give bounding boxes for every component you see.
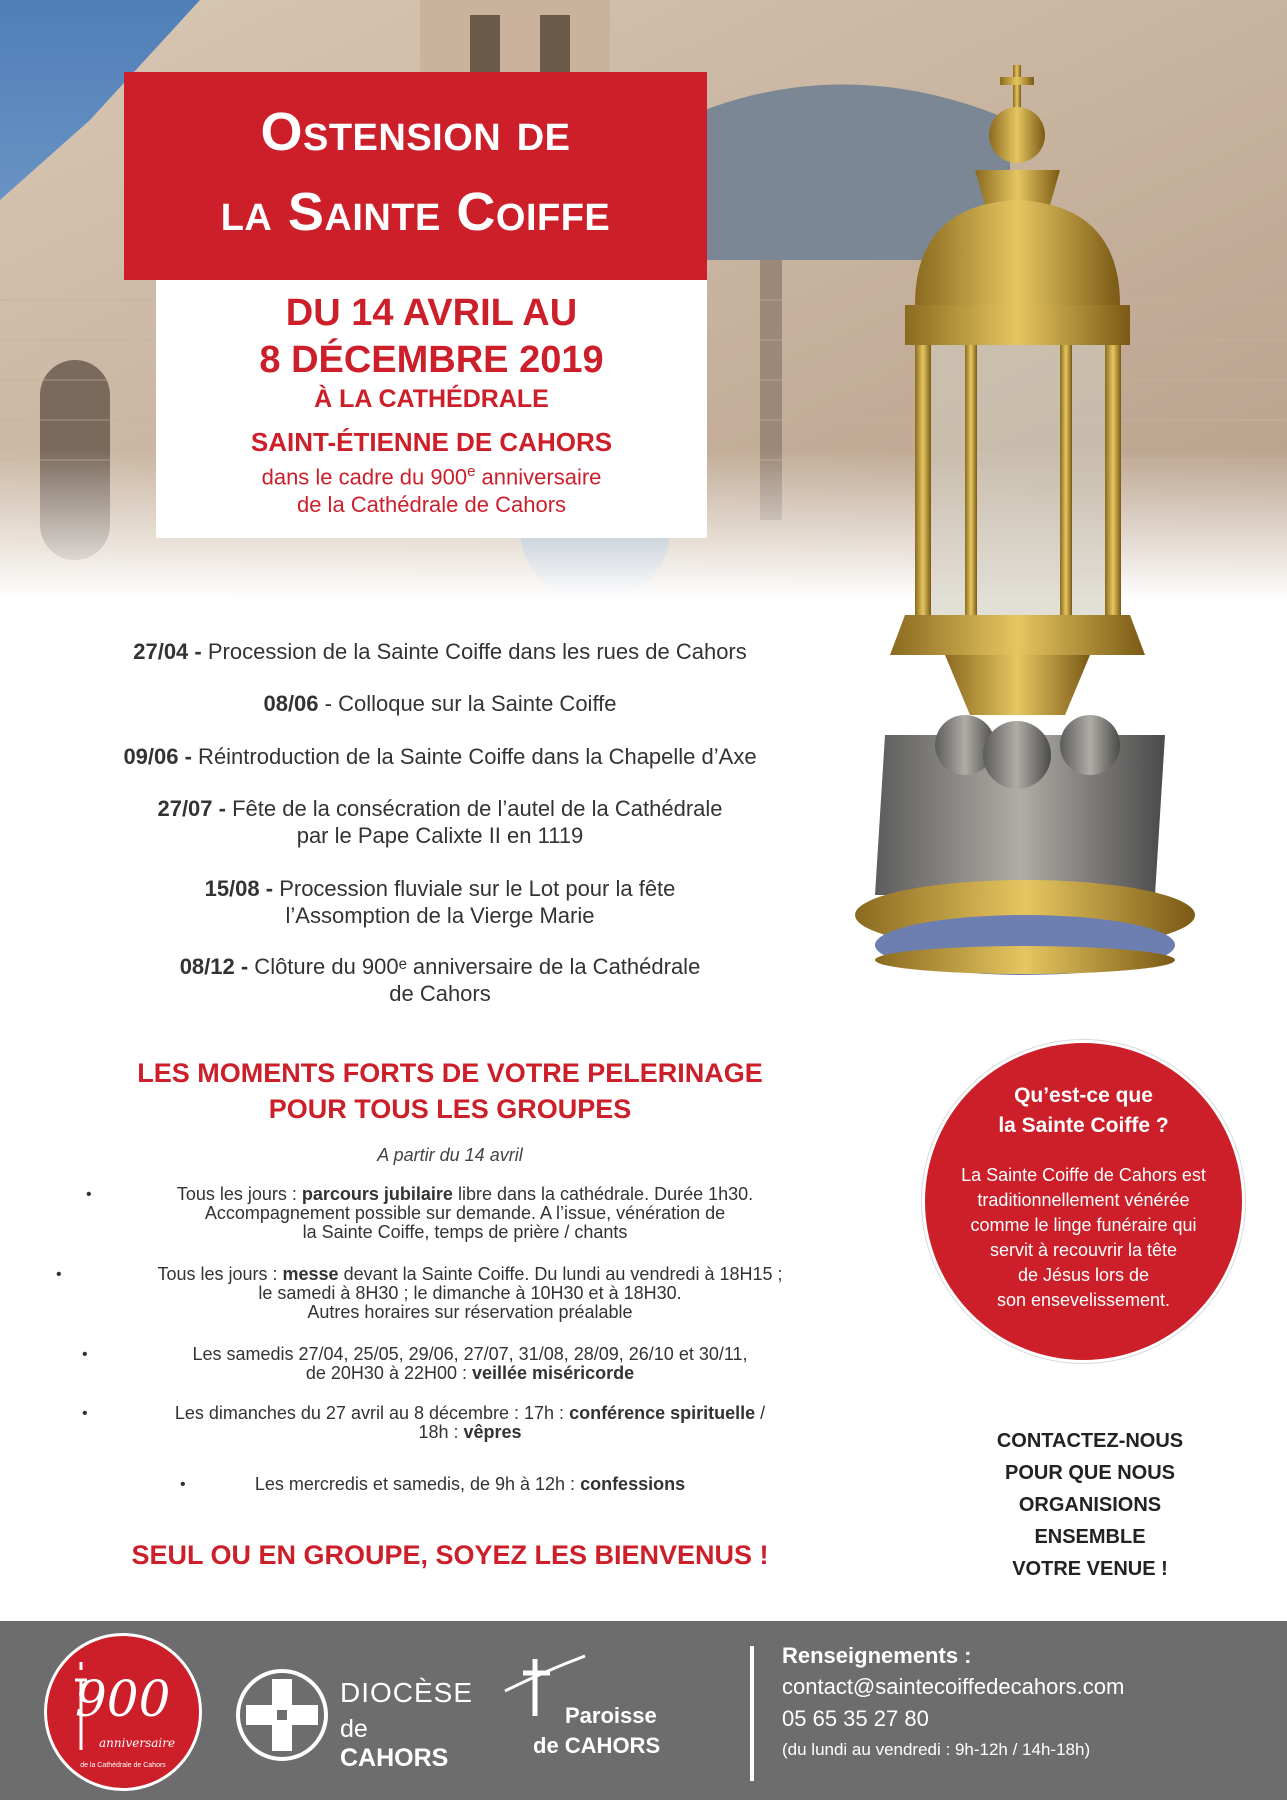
welcome-banner: SEUL OU EN GROUPE, SOYEZ LES BIENVENUS !: [131, 1540, 769, 1570]
date-line-1: DU 14 AVRIL AU: [285, 292, 578, 334]
date-panel: [156, 280, 707, 538]
event-item: 27/07 - Fête de la consécration de l’autel de la Cathédrale par le Pape Calixte II en 1119: [157, 796, 723, 848]
contact-cta: CONTACTEZ-NOUS POUR QUE NOUS ORGANISIONS ENSEMBLE VOTRE VENUE !: [996, 1430, 1184, 1580]
event-item: 08/06 - Colloque sur la Sainte Coiffe: [263, 691, 617, 716]
moments-bullet: • Tous les jours : messe devant la Sainte Coiffe. Du lundi au vendredi à 18H15 ; le samedi à 8H30 ; le dimanche à 10H30 et à 18H30. Autres horaires sur réservation préalable: [56, 1264, 783, 1322]
event-item: 09/06 - Réintroduction de la Sainte Coiffe dans la Chapelle d’Axe: [123, 744, 757, 769]
info-title: Renseignements :: [782, 1643, 972, 1668]
event-item: 08/12 - Clôture du 900ᵉ anniversaire de la Cathédrale de Cahors: [179, 954, 701, 1006]
footer: [0, 1621, 1287, 1800]
event-item: 27/04 - Procession de la Sainte Coiffe dans les rues de Cahors: [133, 639, 747, 664]
moments-bullet: • Les mercredis et samedis, de 9h à 12h : confessions: [180, 1474, 686, 1494]
moments-bullet: • Les dimanches du 27 avril au 8 décembre : 17h : conférence spirituelle / 18h : vêpres: [82, 1403, 766, 1442]
moments-bullet: • Les samedis 27/04, 25/05, 29/06, 27/07, 31/08, 28/09, 26/10 et 30/11, de 20H30 à 22H00 : veillée miséricorde: [82, 1344, 748, 1383]
circle-answer: La Sainte Coiffe de Cahors est traditionnellement vénérée comme le linge funéraire qui servit à recouvrir la tête de Jésus lors de son ensevelissement.: [961, 1165, 1206, 1310]
place-line-1: À LA CATHÉDRALE: [314, 385, 549, 413]
reliquary-image: [845, 55, 1205, 1055]
contact-phone[interactable]: 05 65 35 27 80: [782, 1706, 929, 1731]
paroisse-logo: [495, 1651, 665, 1771]
place-line-2: SAINT-ÉTIENNE DE CAHORS: [250, 427, 613, 457]
circle-question: Qu’est-ce que la Sainte Coiffe ?: [998, 1084, 1169, 1137]
title-banner: [124, 72, 707, 280]
diocese-line-2: de CAHORS: [340, 1715, 449, 1772]
paroisse-line-1: Paroisse: [565, 1703, 657, 1728]
event-item: 15/08 - Procession fluviale sur le Lot pour la fête l’Assomption de la Vierge Marie: [204, 876, 676, 928]
title-line-1: Ostension de: [260, 102, 571, 162]
diocese-cross-icon: [232, 1665, 332, 1765]
anniversary-number: 900: [75, 1670, 171, 1728]
anniversary-label: anniversaire: [99, 1736, 176, 1750]
moments-bullet: • Tous les jours : parcours jubilaire libre dans la cathédrale. Durée 1h30. Accompagnement possible sur demande. A l’issue, vénération de la Sainte Coiffe, temps de prière / chants: [86, 1184, 754, 1242]
contact-email-link[interactable]: contact@saintecoiffedecahors.com: [782, 1674, 1125, 1699]
diocese-logo: [232, 1659, 482, 1772]
contact-info: [782, 1641, 1262, 1765]
context-line-1: dans le cadre du 900e anniversaire: [261, 463, 602, 490]
diocese-line-1: DIOCÈSE: [340, 1677, 474, 1708]
anniversary-logo: [44, 1633, 202, 1791]
title-line-2: la Sainte Coiffe: [220, 182, 611, 242]
moments-heading: LES MOMENTS FORTS DE VOTRE PELERINAGE POUR TOUS LES GROUPES: [137, 1058, 763, 1124]
paroisse-line-2: de CAHORS: [533, 1733, 661, 1758]
anniversary-sub: de la Cathédrale de Cahors: [80, 1762, 166, 1769]
date-line-2: 8 DÉCEMBRE 2019: [259, 339, 604, 381]
footer-divider: [750, 1646, 754, 1781]
moments-subtitle: A partir du 14 avril: [377, 1145, 523, 1165]
info-circle: [922, 1040, 1245, 1363]
contact-hours: (du lundi au vendredi : 9h-12h / 14h-18h): [782, 1740, 1091, 1759]
context-line-2: de la Cathédrale de Cahors: [296, 492, 567, 518]
